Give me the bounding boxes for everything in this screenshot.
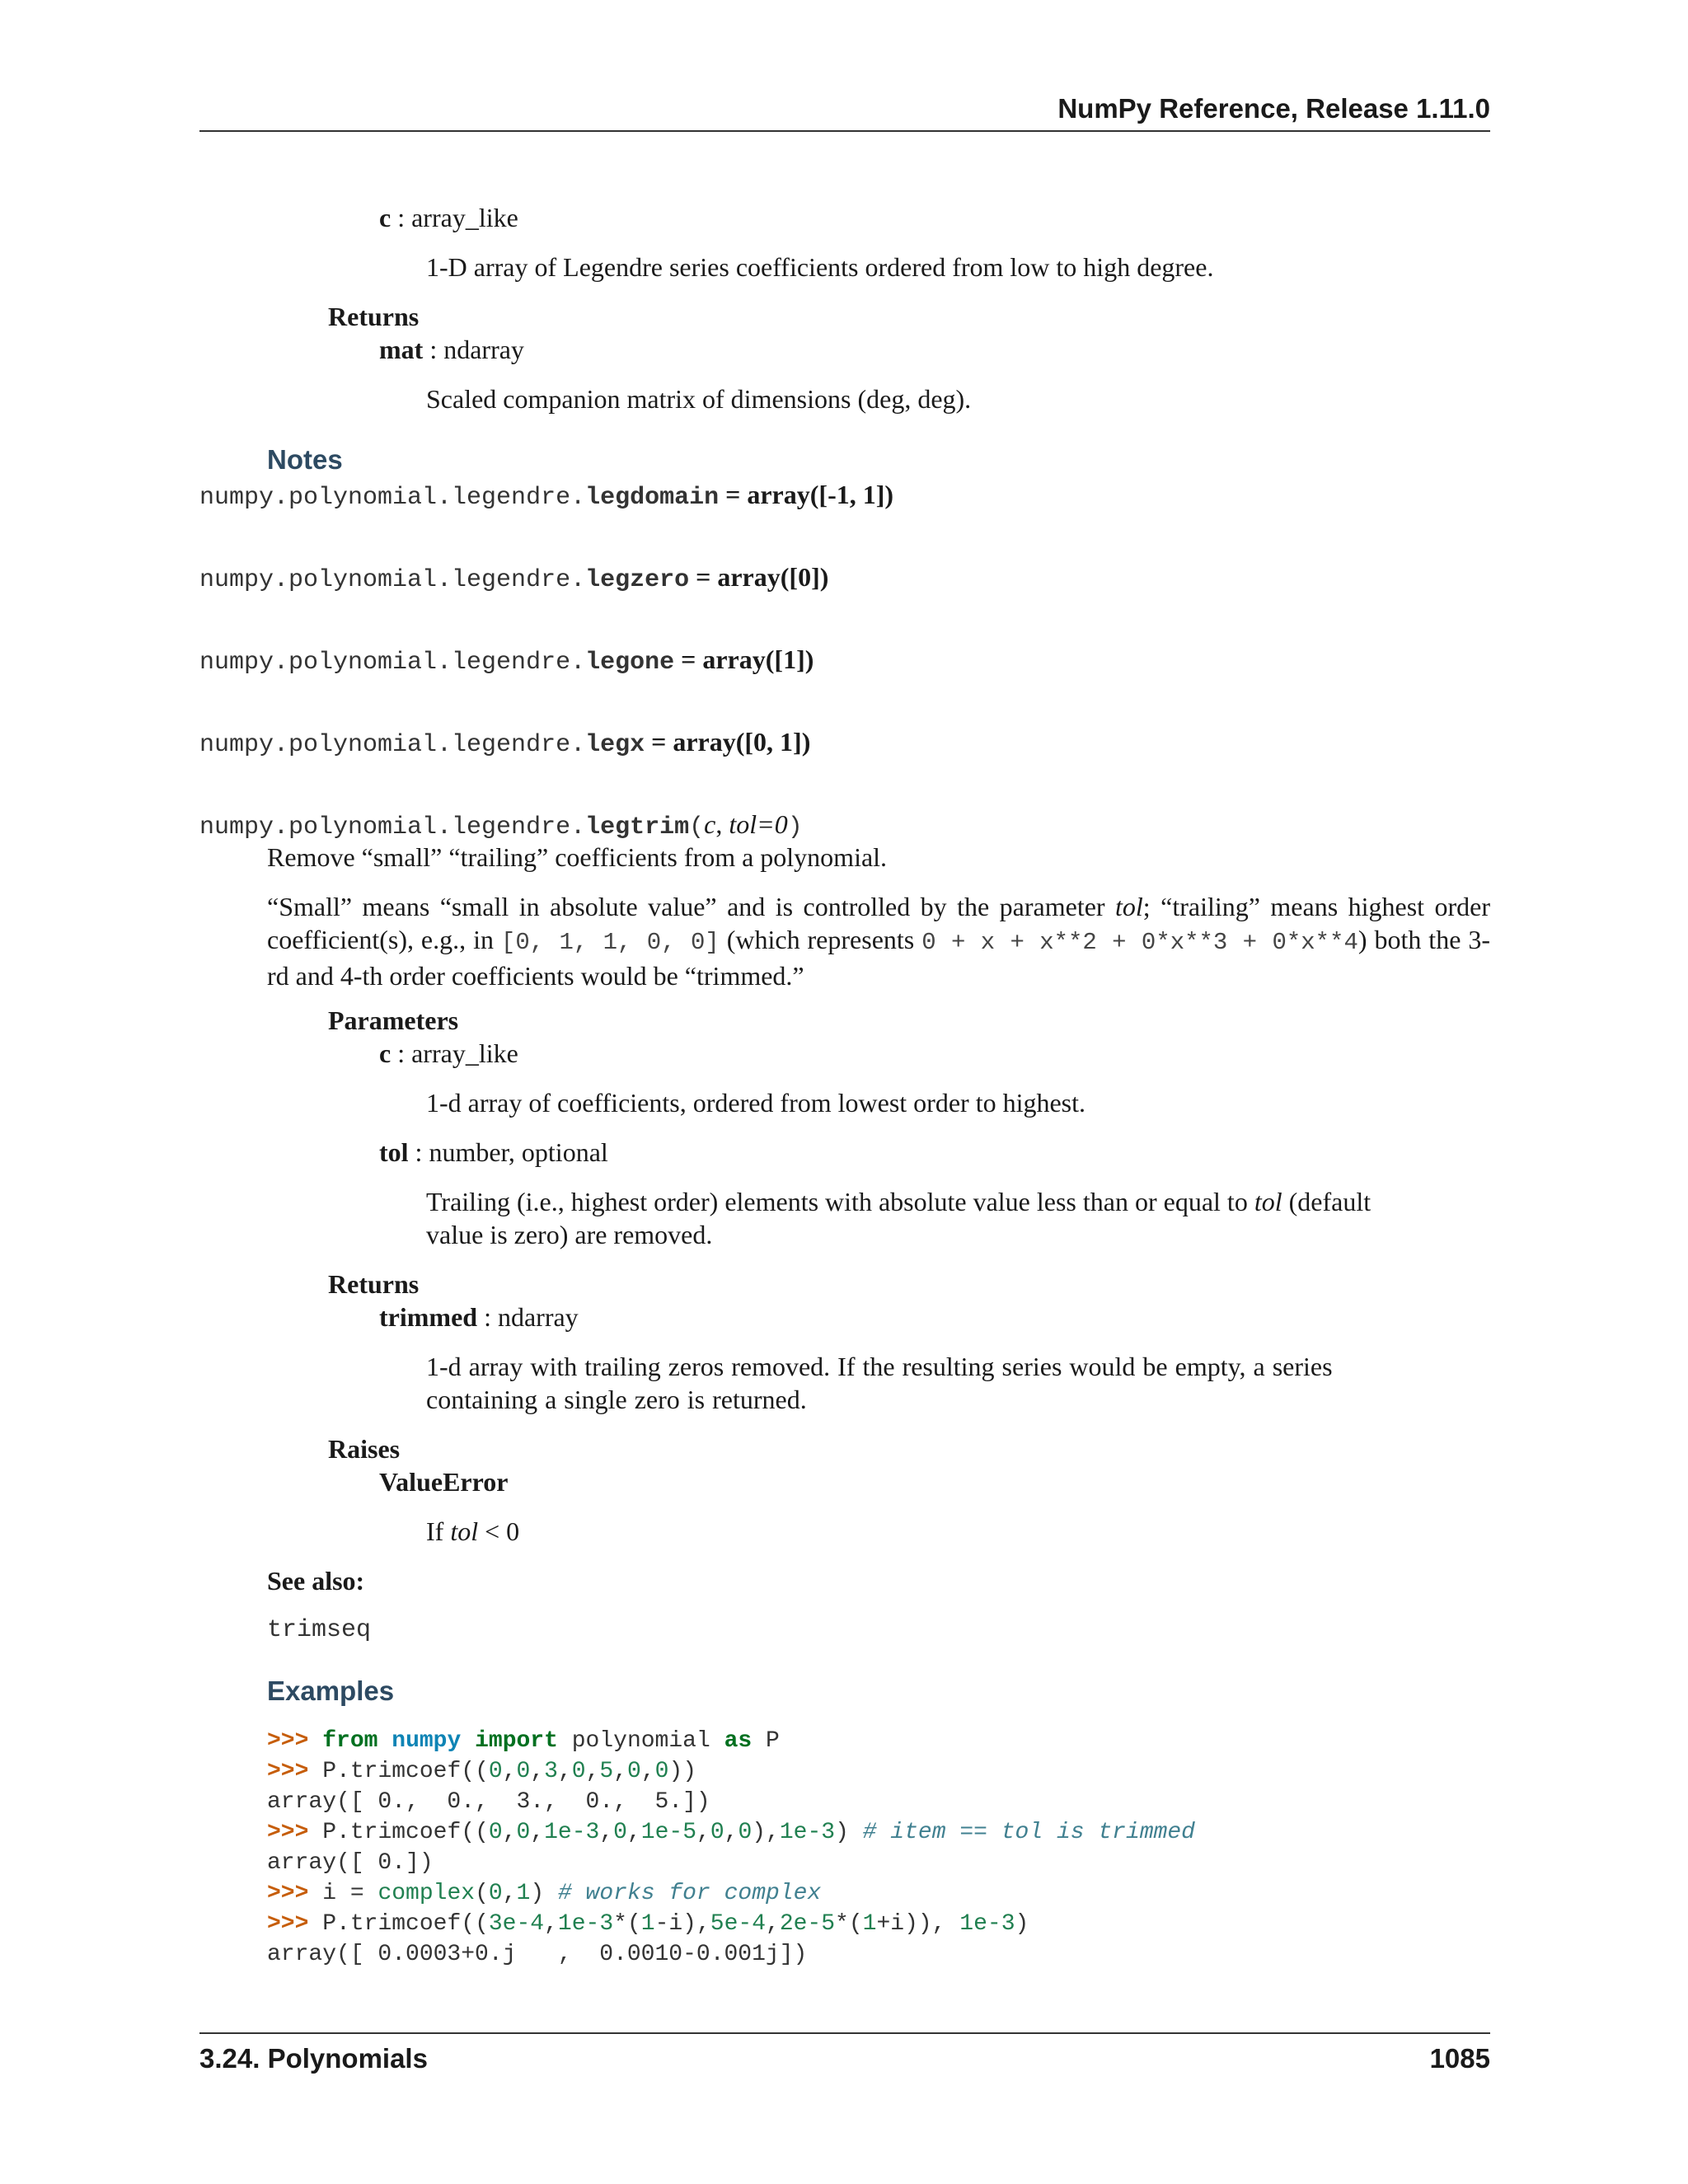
- footer-section: 3.24. Polynomials: [199, 2043, 428, 2074]
- number: 0: [516, 1820, 531, 1845]
- number: 0: [627, 1759, 641, 1784]
- param-tol: [379, 1136, 608, 1169]
- return-mat: [379, 333, 524, 366]
- return-name: trimmed: [379, 1302, 478, 1332]
- keyword: from: [322, 1728, 378, 1754]
- return-name: mat: [379, 335, 424, 364]
- prompt: >>>: [267, 1881, 309, 1906]
- module-prefix: numpy.polynomial.legendre.: [199, 813, 586, 841]
- punct: ): [530, 1881, 545, 1906]
- constant-value: = array([0]): [689, 562, 829, 592]
- number: 1: [516, 1881, 531, 1906]
- returns-label: Returns: [328, 302, 420, 331]
- constant-value: = array([0, 1]): [645, 727, 811, 757]
- number: 0: [710, 1820, 724, 1845]
- module-prefix: numpy.polynomial.legendre.: [199, 731, 586, 759]
- return-type: : ndarray: [423, 335, 524, 364]
- module: numpy: [392, 1728, 462, 1754]
- code-line: >>> i = complex(0,1) # works for complex: [267, 1881, 822, 1906]
- comment: # works for complex: [557, 1881, 822, 1906]
- call: P.trimcoef((: [322, 1911, 489, 1937]
- number: 0: [738, 1820, 753, 1845]
- text: If: [426, 1516, 451, 1546]
- param-c-description: 1-D array of Legendre series coefficients ordered from low to high degree.: [426, 252, 1214, 282]
- return-mat-description: Scaled companion matrix of dimensions (deg, deg).: [426, 384, 972, 414]
- number: 5e-4: [710, 1911, 766, 1937]
- function-name: legtrim: [585, 813, 690, 841]
- number: 1e-3: [557, 1911, 614, 1937]
- number: 3: [544, 1759, 558, 1784]
- function-signature-legtrim: [199, 808, 803, 844]
- return-trimmed: [379, 1301, 579, 1333]
- returns-label: Returns: [328, 1269, 420, 1299]
- punct: (: [848, 1911, 863, 1937]
- param-c-description: 1-d array of coefficients, ordered from lowest order to highest.: [426, 1088, 1086, 1118]
- running-header: NumPy Reference, Release 1.11.0: [1057, 93, 1490, 124]
- number: 1: [862, 1911, 877, 1937]
- raise-description: [426, 1515, 519, 1548]
- param-type: : array_like: [391, 1038, 518, 1068]
- param-type: : array_like: [391, 203, 518, 232]
- text: ; “trailing” means highest order coefficient(s), e.g., in: [267, 892, 1490, 954]
- comment: # item == tol is trimmed: [862, 1820, 1195, 1845]
- tol-ref: tol: [1254, 1187, 1282, 1216]
- return-trimmed-description: 1-d array with trailing zeros removed. If the resulting series would be empty, a series containing a single zero is returned.: [426, 1352, 1333, 1414]
- number: 1e-3: [544, 1820, 600, 1845]
- call: P.trimcoef((: [322, 1820, 489, 1845]
- code-line: >>> P.trimcoef((3e-4,1e-3*(1-i),5e-4,2e-5*(1+i)), 1e-3): [267, 1911, 1029, 1937]
- see-also-link-trimseq[interactable]: trimseq: [267, 1616, 372, 1644]
- number: 2e-5: [779, 1911, 836, 1937]
- function-description: [267, 890, 1490, 992]
- punct: (: [475, 1881, 489, 1906]
- number: 0: [516, 1759, 531, 1784]
- text: Trailing (i.e., highest order) elements with absolute value less than or equal to: [426, 1187, 1254, 1216]
- text: (default value is zero) are removed.: [426, 1187, 1372, 1249]
- constant-value: = array([1]): [674, 644, 814, 674]
- number: 1e-3: [959, 1911, 1015, 1937]
- raise-valueerror: ValueError: [379, 1467, 509, 1497]
- code-line: [267, 1728, 780, 1754]
- number: 0: [488, 1759, 503, 1784]
- code-output: array([ 0., 0., 3., 0., 5.]): [267, 1789, 710, 1815]
- module-prefix: numpy.polynomial.legendre.: [199, 484, 586, 512]
- prompt: >>>: [267, 1759, 309, 1784]
- punct: (: [626, 1911, 641, 1937]
- constant-name: legdomain: [585, 484, 720, 512]
- footer-rule: [199, 2032, 1490, 2034]
- prompt: >>>: [267, 1820, 309, 1845]
- notes-heading: Notes: [267, 444, 343, 475]
- constant-legx: [199, 725, 810, 762]
- module-prefix: numpy.polynomial.legendre.: [199, 566, 586, 594]
- arg-tol: tol=0: [729, 809, 788, 839]
- constant-name: legzero: [585, 566, 690, 594]
- param-name: c: [379, 203, 392, 232]
- constant-legone: [199, 643, 814, 679]
- constant-name: legx: [585, 731, 645, 759]
- header-rule: [199, 130, 1490, 132]
- module-prefix: numpy.polynomial.legendre.: [199, 649, 586, 677]
- number: 0: [613, 1820, 627, 1845]
- punct: +i)),: [876, 1911, 960, 1937]
- builtin: complex: [377, 1881, 476, 1906]
- param-tol-description: [426, 1185, 1390, 1251]
- inline-code: [0, 1, 1, 0, 0]: [500, 929, 720, 956]
- param-name: tol: [379, 1137, 409, 1167]
- number: 3e-4: [488, 1911, 545, 1937]
- close-paren: ): [787, 813, 803, 841]
- param-c: [379, 201, 518, 234]
- identifier: polynomial: [571, 1728, 710, 1754]
- text: ) both the 3-rd and 4-th order coefficients would be “trimmed.”: [267, 925, 1491, 991]
- constant-name: legone: [585, 649, 675, 677]
- param-name: c: [379, 1038, 392, 1068]
- identifier: P: [766, 1728, 780, 1754]
- parameters-label: Parameters: [328, 1005, 459, 1035]
- raises-label: Raises: [328, 1434, 401, 1464]
- text: < 0: [478, 1516, 520, 1546]
- number: 1e-5: [640, 1820, 696, 1845]
- punct: ): [835, 1820, 849, 1845]
- examples-heading: Examples: [267, 1675, 395, 1706]
- function-summary: Remove “small” “trailing” coefficients from a polynomial.: [267, 842, 888, 872]
- keyword: import: [475, 1728, 558, 1754]
- param-type: : number, optional: [408, 1137, 608, 1167]
- number: 0: [571, 1759, 586, 1784]
- punct: -i),: [654, 1911, 710, 1937]
- open-paren: (: [689, 813, 705, 841]
- punct: ),: [752, 1820, 780, 1845]
- number: 5: [599, 1759, 614, 1784]
- code-output: array([ 0.]): [267, 1850, 434, 1876]
- prompt: >>>: [267, 1728, 309, 1754]
- number: 0: [654, 1759, 669, 1784]
- number: 0: [488, 1881, 503, 1906]
- inline-code: 0 + x + x**2 + 0*x**3 + 0*x**4: [921, 929, 1358, 956]
- code-line: >>> P.trimcoef((0,0,1e-3,0,1e-5,0,0),1e-3) # item == tol is trimmed: [267, 1820, 1195, 1845]
- constant-legzero: [199, 560, 828, 597]
- tol-ref: tol: [1115, 892, 1143, 921]
- arg-c: c: [704, 809, 716, 839]
- keyword: as: [724, 1728, 753, 1754]
- code-example-block: [267, 1726, 1195, 1970]
- punct: )): [668, 1759, 697, 1784]
- constant-legdomain: [199, 478, 893, 514]
- code-line: >>> P.trimcoef((0,0,3,0,5,0,0)): [267, 1759, 697, 1784]
- prompt: >>>: [267, 1911, 309, 1937]
- code-output: array([ 0.0003+0.j , 0.0010-0.001j]): [267, 1942, 808, 1967]
- text: “Small” means “small in absolute value” and is controlled by the parameter: [267, 892, 1116, 921]
- tol-ref: tol: [450, 1516, 479, 1546]
- number: 1e-3: [779, 1820, 836, 1845]
- see-also-label: See also:: [267, 1566, 365, 1596]
- call: P.trimcoef((: [322, 1759, 489, 1784]
- param-c: [379, 1037, 518, 1070]
- punct: ): [1015, 1911, 1029, 1937]
- page-number: 1085: [1429, 2043, 1490, 2074]
- number: 0: [488, 1820, 503, 1845]
- text: (which represents: [719, 925, 922, 954]
- identifier: i =: [322, 1881, 378, 1906]
- arg-separator: ,: [715, 809, 729, 839]
- constant-value: = array([-1, 1]): [719, 480, 894, 509]
- number: 1: [640, 1911, 655, 1937]
- return-type: : ndarray: [477, 1302, 579, 1332]
